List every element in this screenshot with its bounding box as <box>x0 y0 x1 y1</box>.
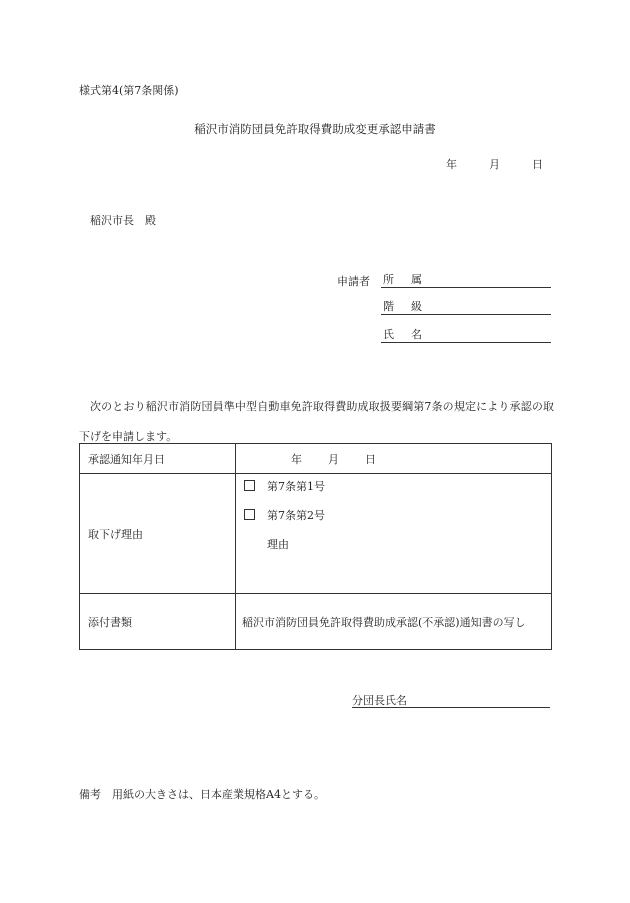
applicant-label: 申請者 <box>337 275 370 288</box>
remarks: 備考 用紙の大きさは、日本産業規格A4とする。 <box>79 788 325 801</box>
approval-date-label: 承認通知年月日 <box>80 444 236 474</box>
application-table <box>79 443 552 650</box>
date-year-label: 年 <box>446 158 457 171</box>
approval-day-label: 日 <box>365 452 376 466</box>
approval-month-label: 月 <box>328 452 339 466</box>
checkbox-icon[interactable] <box>244 509 255 520</box>
withdraw-reason-cell <box>236 474 552 594</box>
request-body-text: 次のとおり稲沢市消防団員準中型自動車免許取得費助成取扱要綱第7条の規定により承認の取下げを申請します。 <box>79 400 554 443</box>
rank-label: 階 級 <box>383 300 422 313</box>
rank-field[interactable] <box>381 298 551 315</box>
option-label: 第7条第2号 <box>267 509 325 522</box>
checkbox-icon[interactable] <box>244 480 255 491</box>
table-row <box>80 474 552 594</box>
table-row <box>80 594 552 650</box>
affiliation-label: 所 属 <box>383 273 422 286</box>
option-label: 第7条第1号 <box>267 480 325 493</box>
date-day-label: 日 <box>532 158 543 171</box>
form-number: 様式第4(第7条関係) <box>79 84 179 97</box>
name-field[interactable] <box>381 326 551 343</box>
approval-date-cell[interactable] <box>236 444 552 474</box>
name-label: 氏 名 <box>383 328 422 341</box>
approval-year-label: 年 <box>291 452 302 466</box>
document-title: 稲沢市消防団員免許取得費助成変更承認申請書 <box>194 122 436 136</box>
option-article7-2[interactable] <box>244 507 325 523</box>
affiliation-field[interactable] <box>381 271 551 288</box>
branch-leader-field[interactable] <box>352 692 550 708</box>
date-line <box>446 156 543 172</box>
addressee: 稲沢市長 殿 <box>90 214 156 227</box>
attached-documents-value: 稲沢市消防団員免許取得費助成承認(不承認)通知書の写し <box>236 594 552 650</box>
date-month-label: 月 <box>489 158 500 171</box>
table-row <box>80 444 552 474</box>
attached-documents-label: 添付書類 <box>80 594 236 650</box>
branch-leader-label: 分団長氏名 <box>352 694 407 707</box>
withdraw-reason-label: 取下げ理由 <box>80 474 236 594</box>
reason-label: 理由 <box>267 538 289 551</box>
option-article7-1[interactable] <box>244 478 325 494</box>
